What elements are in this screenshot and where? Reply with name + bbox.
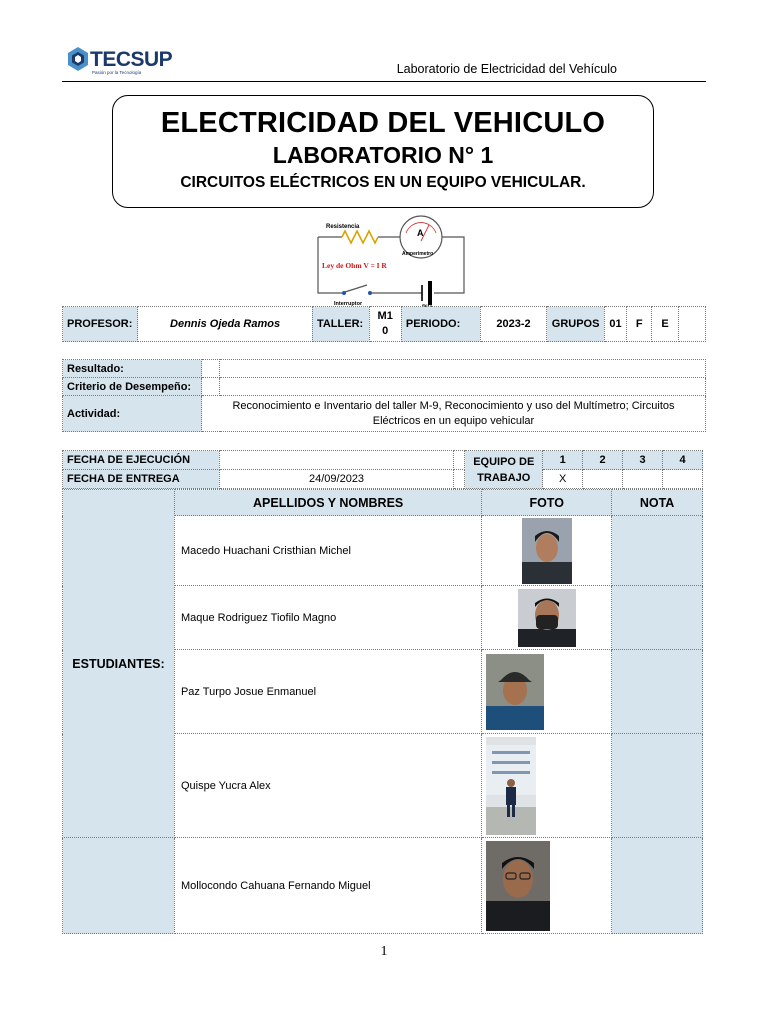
grupo-cell: F [627,307,652,342]
title-box [112,95,654,208]
estudiantes-label-cont [63,838,175,934]
resistor-symbol [342,231,378,243]
results-table [62,359,706,432]
profesor-label: PROFESOR: [63,307,138,342]
criterio-value [220,378,706,396]
student-name: Quispe Yucra Alex [174,734,481,838]
equipo-number: 4 [663,451,703,470]
equipo-mark [583,470,623,489]
students-table [62,489,703,934]
col-header-nota: NOTA [612,490,703,516]
logo-mark-icon [66,46,90,72]
resultado-label: Resultado: [63,360,202,378]
fecha-spacer [454,470,465,489]
interruptor-label: Interruptor [334,301,363,307]
taller-value-line1: M1 [377,310,393,322]
student-photo-cell [482,586,612,650]
fecha-ejecucion-label: FECHA DE EJECUCIÓN [63,451,220,470]
fecha-entrega-label: FECHA DE ENTREGA [63,470,220,489]
student-photo [486,654,607,730]
fecha-spacer [454,451,465,470]
profesor-table [62,306,706,342]
header-title: Laboratorio de Electricidad del Vehículo [396,62,617,76]
equipo-number: 3 [623,451,663,470]
equipo-label-line1: EQUIPO DE [473,455,535,468]
equipo-number: 2 [583,451,623,470]
periodo-label: PERIODO: [401,307,480,342]
equipo-label-line2: TRABAJO [477,471,531,484]
student-photo [486,589,607,647]
equipo-mark: X [543,470,583,489]
student-photo-cell [482,516,612,586]
ammeter-a-label: A [417,228,424,238]
student-photo-cell [482,838,612,934]
page-number: 1 [380,944,388,959]
fechas-table [62,450,703,489]
grupo-cell [678,307,705,342]
equipo-mark [663,470,703,489]
student-nota [612,516,703,586]
grupo-cell: 01 [604,307,626,342]
lab-subtitle: CIRCUITOS ELÉCTRICOS EN UN EQUIPO VEHICULAR. [180,174,586,191]
periodo-value: 2023-2 [480,307,547,342]
resistencia-label: Resistencia [326,224,360,230]
estudiantes-label: ESTUDIANTES: [63,490,175,838]
lab-number: LABORATORIO N° 1 [272,142,494,168]
grupos-label: GRUPOS [547,307,605,342]
criterio-label: Criterio de Desempeño: [63,378,202,396]
header-divider [62,81,706,82]
fecha-entrega-value: 24/09/2023 [219,470,454,489]
student-name: Macedo Huachani Cristhian Michel [174,516,481,586]
equipo-mark [623,470,663,489]
student-photo-cell [482,650,612,734]
logo-tagline: Pasión por la Tecnología [92,70,142,75]
logo-text: TECSUP [90,48,173,71]
student-name: Maque Rodriguez Tiofilo Magno [174,586,481,650]
course-title: ELECTRICIDAD DEL VEHICULO [160,107,606,139]
student-photo [486,841,607,931]
taller-label: TALLER: [312,307,369,342]
student-photo-cell [482,734,612,838]
taller-value [369,307,401,342]
student-nota [612,734,703,838]
fecha-ejecucion-value [219,451,454,470]
student-nota [612,838,703,934]
student-photo [486,518,607,584]
student-nota [612,586,703,650]
student-name: Paz Turpo Josue Enmanuel [174,650,481,734]
student-nota [612,650,703,734]
tecsup-logo [66,46,176,76]
actividad-value: Reconocimiento e Inventario del taller M-9, Reconocimiento y uso del Multímetro; Circuitos Eléctricos en un equipo vehicular [202,396,706,432]
student-photo [486,737,607,835]
taller-value-line2: 0 [382,325,389,337]
switch-terminal-icon [368,291,372,295]
amperimetro-label: Amperimetro [402,251,434,257]
table-row [63,838,703,934]
actividad-label: Actividad: [63,396,202,432]
col-header-names: APELLIDOS Y NOMBRES [174,490,481,516]
student-name: Mollocondo Cahuana Fernando Miguel [174,838,481,934]
resultado-value [220,360,706,378]
equipo-number: 1 [543,451,583,470]
col-header-foto: FOTO [482,490,612,516]
criterio-spacer [202,378,220,396]
equipo-trabajo-label [465,451,543,489]
ohm-law-label: Ley de Ohm V = I R [322,261,387,270]
circuit-diagram [312,215,472,310]
grupo-cell: E [652,307,678,342]
resultado-spacer [202,360,220,378]
profesor-value: Dennis Ojeda Ramos [138,307,313,342]
